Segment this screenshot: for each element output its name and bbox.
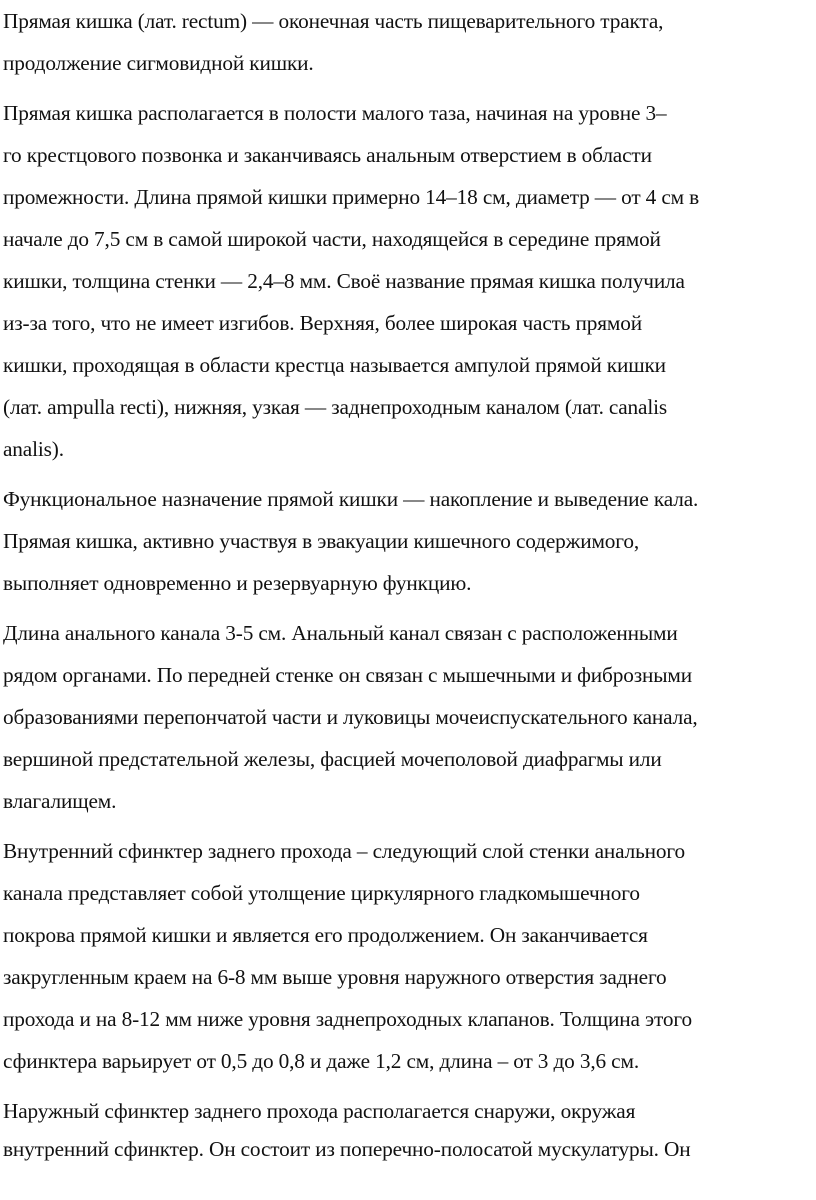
- text-line: кишки, проходящая в области крестца называется ампулой прямой кишки: [3, 353, 666, 377]
- text-line: кишки, толщина стенки — 2,4–8 мм. Своё название прямая кишка получила: [3, 269, 685, 293]
- text-line: из-за того, что не имеет изгибов. Верхняя, более широкая часть прямой: [3, 311, 643, 335]
- text-line: канала представляет собой утолщение циркулярного гладкомышечного: [3, 881, 640, 905]
- paragraph-2: [0, 92, 811, 470]
- text-line: закругленным краем на 6-8 мм выше уровня наружного отверстия заднего: [3, 965, 667, 989]
- paragraph-6: [0, 1090, 811, 1166]
- text-line: analis).: [3, 437, 64, 461]
- text-line: влагалищем.: [3, 789, 117, 813]
- text-line: начале до 7,5 см в самой широкой части, находящейся в середине прямой: [3, 227, 661, 251]
- text-line: промежности. Длина прямой кишки примерно 14–18 см, диаметр — от 4 см в: [3, 185, 700, 209]
- text-line: выполняет одновременно и резервуарную функцию.: [3, 571, 472, 595]
- text-line: Внутренний сфинктер заднего прохода – следующий слой стенки анального: [3, 839, 685, 863]
- text-line: Прямая кишка располагается в полости малого таза, начиная на уровне 3–: [3, 101, 667, 125]
- text-line: продолжение сигмовидной кишки.: [3, 51, 314, 75]
- text-line: Прямая кишка (лат. rectum) — оконечная часть пищеварительного тракта,: [3, 9, 664, 33]
- text-line: покрова прямой кишки и является его продолжением. Он заканчивается: [3, 923, 648, 947]
- text-line: прохода и на 8-12 мм ниже уровня заднепроходных клапанов. Толщина этого: [3, 1007, 692, 1031]
- paragraph-5: [0, 830, 811, 1082]
- text-line: го крестцового позвонка и заканчиваясь анальным отверстием в области: [3, 143, 652, 167]
- text-line: Прямая кишка, активно участвуя в эвакуации кишечного содержимого,: [3, 529, 639, 553]
- text-line: Наружный сфинктер заднего прохода располагается снаружи, окружая: [3, 1099, 636, 1123]
- text-line: сфинктера варьирует от 0,5 до 0,8 и даже 1,2 см, длина – от 3 до 3,6 см.: [3, 1049, 639, 1073]
- paragraph-3: [0, 478, 811, 604]
- text-line: внутренний сфинктер. Он состоит из поперечно-полосатой мускулатуры. Он: [3, 1137, 691, 1161]
- text-line: вершиной предстательной железы, фасцией мочеполовой диафрагмы или: [3, 747, 662, 771]
- text-line: Функциональное назначение прямой кишки — накопление и выведение кала.: [3, 487, 699, 511]
- paragraph-4: [0, 612, 811, 822]
- text-line: Длина анального канала 3-5 см. Анальный канал связан с расположенными: [3, 621, 678, 645]
- paragraph-1: [0, 0, 811, 84]
- text-line: (лат. ampulla recti), нижняя, узкая — заднепроходным каналом (лат. canalis: [3, 395, 668, 419]
- text-line: образованиями перепончатой части и луковицы мочеиспускательного канала,: [3, 705, 698, 729]
- text-line: рядом органами. По передней стенке он связан с мышечными и фиброзными: [3, 663, 692, 687]
